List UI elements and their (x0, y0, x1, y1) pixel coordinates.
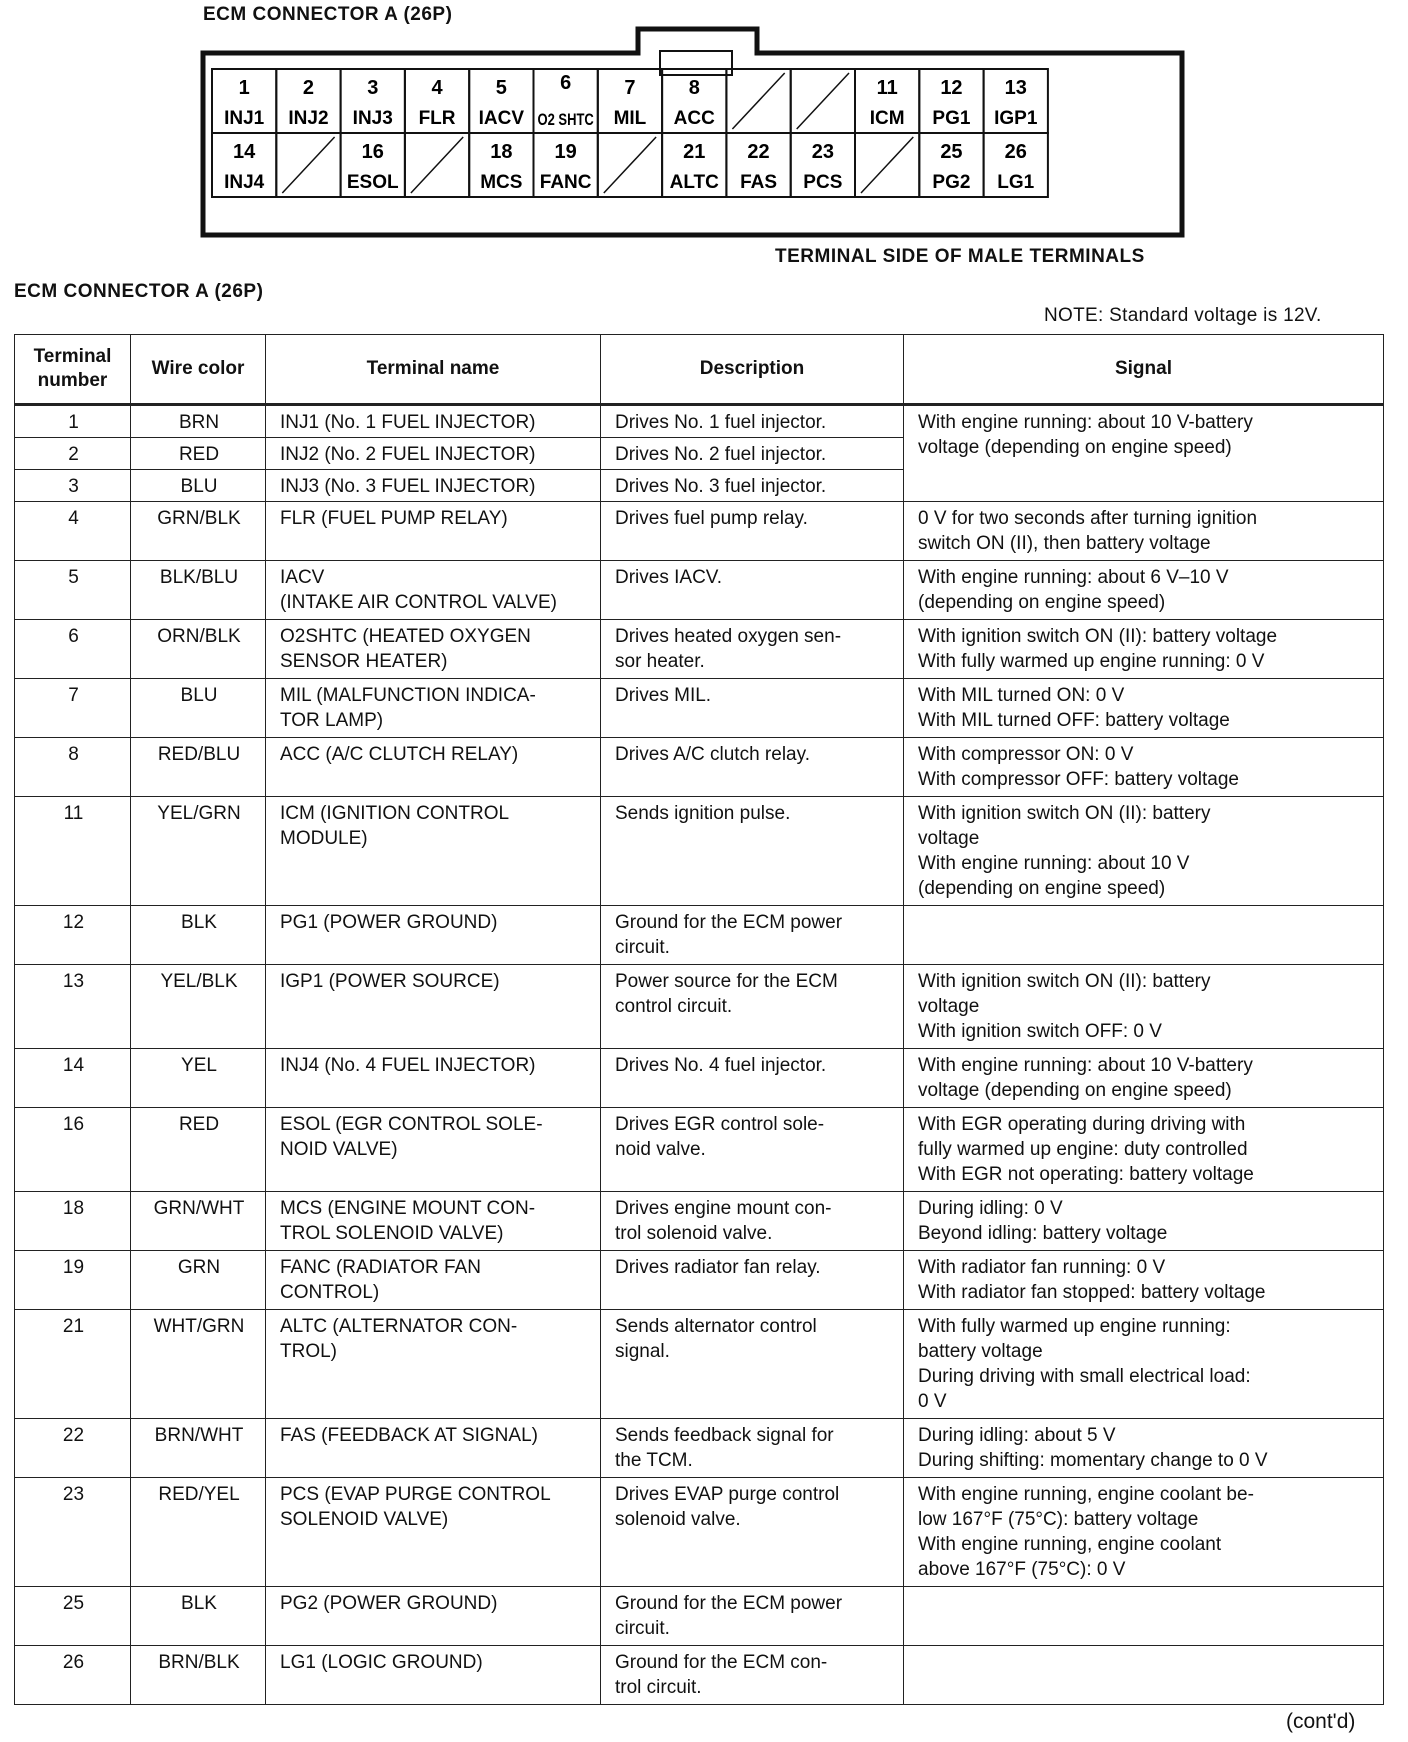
signal-cell (904, 965, 1384, 1049)
description-cell-line: Ground for the ECM power (615, 1593, 843, 1614)
table-row (15, 1049, 1384, 1108)
signal-cell-line: 0 V (918, 1391, 947, 1412)
table-row (15, 620, 1384, 679)
terminal-number-cell: 11 (15, 797, 131, 906)
signal-cell (904, 1049, 1384, 1108)
signal-cell-line: During driving with small electrical load: (918, 1366, 1251, 1387)
header-terminal-name: Terminal name (266, 335, 601, 405)
terminal-name-cell (266, 1310, 601, 1419)
description-cell-line: Ground for the ECM con- (615, 1652, 828, 1673)
unused-pin-slash (411, 137, 463, 193)
signal-cell-line: With fully warmed up engine running: (918, 1316, 1231, 1337)
pin-label: INJ2 (288, 108, 329, 129)
description-cell (601, 1419, 904, 1478)
signal-cell (904, 620, 1384, 679)
description-cell-line: Drives heated oxygen sen- (615, 626, 842, 647)
terminal-name-cell (266, 797, 601, 906)
description-cell (601, 679, 904, 738)
description-cell (601, 1587, 904, 1646)
terminal-name-cell-line: INJ4 (No. 4 FUEL INJECTOR) (280, 1055, 536, 1076)
signal-cell-line: voltage (depending on engine speed) (918, 437, 1232, 458)
pin-label: LG1 (997, 172, 1035, 193)
description-cell (601, 1192, 904, 1251)
signal-cell-line: With radiator fan stopped: battery voltage (918, 1282, 1266, 1303)
description-cell (601, 438, 904, 470)
wire-color-cell: WHT/GRN (131, 1310, 266, 1419)
description-cell (601, 1646, 904, 1705)
description-cell-line: control circuit. (615, 996, 733, 1017)
terminal-number-cell: 8 (15, 738, 131, 797)
unused-pin-slash (797, 73, 849, 129)
signal-cell-line: With engine running: about 10 V-battery (918, 412, 1253, 433)
table-row (15, 502, 1384, 561)
terminal-number-cell: 16 (15, 1108, 131, 1192)
signal-cell (904, 906, 1384, 965)
terminal-number-cell: 25 (15, 1587, 131, 1646)
terminal-number-cell: 12 (15, 906, 131, 965)
terminal-name-cell-line: O2SHTC (HEATED OXYGEN (280, 626, 531, 647)
terminal-name-cell (266, 965, 601, 1049)
pin-number: 23 (811, 141, 834, 163)
description-cell (601, 561, 904, 620)
terminal-number-cell: 13 (15, 965, 131, 1049)
wire-color-cell: RED (131, 1108, 266, 1192)
terminal-number-cell: 5 (15, 561, 131, 620)
wire-color-cell: GRN/WHT (131, 1192, 266, 1251)
signal-cell-line: With compressor OFF: battery voltage (918, 769, 1239, 790)
table-row (15, 1646, 1384, 1705)
terminal-number-cell: 22 (15, 1419, 131, 1478)
signal-cell (904, 1310, 1384, 1419)
pin-number: 25 (940, 141, 963, 163)
terminal-name-cell-line: ESOL (EGR CONTROL SOLE- (280, 1114, 543, 1135)
pin-label: MIL (613, 108, 647, 129)
table-row (15, 1192, 1384, 1251)
pin-label: ACC (673, 108, 715, 129)
pin-number: 22 (747, 141, 770, 163)
terminal-number-cell: 6 (15, 620, 131, 679)
connector-key-slot (660, 51, 732, 75)
terminal-name-cell-line: FANC (RADIATOR FAN (280, 1257, 481, 1278)
description-cell-line: sor heater. (615, 651, 705, 672)
terminal-number-cell: 3 (15, 470, 131, 502)
terminal-name-cell (266, 561, 601, 620)
wire-color-cell: RED/YEL (131, 1478, 266, 1587)
terminal-name-cell (266, 1646, 601, 1705)
wire-color-cell: YEL (131, 1049, 266, 1108)
terminal-name-cell (266, 438, 601, 470)
pin-label: INJ1 (224, 108, 265, 129)
terminal-name-cell (266, 1478, 601, 1587)
signal-cell-line: switch ON (II), then battery voltage (918, 533, 1211, 554)
table-row (15, 1310, 1384, 1419)
signal-cell-line: With radiator fan running: 0 V (918, 1257, 1166, 1278)
signal-cell (904, 1251, 1384, 1310)
description-cell-line: trol circuit. (615, 1677, 702, 1698)
terminal-name-cell (266, 470, 601, 502)
terminal-name-cell (266, 502, 601, 561)
description-cell (601, 797, 904, 906)
description-cell (601, 1108, 904, 1192)
description-cell-line: Sends ignition pulse. (615, 803, 791, 824)
pin-label: PCS (803, 172, 843, 193)
unused-pin-slash (732, 73, 784, 129)
signal-cell-line: With MIL turned OFF: battery voltage (918, 710, 1230, 731)
wire-color-cell: GRN/BLK (131, 502, 266, 561)
description-cell-line: circuit. (615, 1618, 670, 1639)
terminal-name-cell-line: MIL (MALFUNCTION INDICA- (280, 685, 536, 706)
wire-color-cell: BLK (131, 1587, 266, 1646)
description-cell-line: Power source for the ECM (615, 971, 838, 992)
terminal-name-cell-line: ALTC (ALTERNATOR CON- (280, 1316, 518, 1337)
connector-diagram-title: ECM CONNECTOR A (26P) (203, 4, 453, 25)
terminal-name-cell (266, 620, 601, 679)
signal-cell-line: With EGR operating during driving with (918, 1114, 1246, 1135)
header-signal: Signal (904, 335, 1384, 405)
wire-color-cell: GRN (131, 1251, 266, 1310)
terminal-name-cell-line: SOLENOID VALVE) (280, 1509, 449, 1530)
signal-cell-line: During shifting: momentary change to 0 V (918, 1450, 1268, 1471)
description-cell (601, 1310, 904, 1419)
connector-caption: TERMINAL SIDE OF MALE TERMINALS (775, 246, 1145, 267)
signal-cell-line: With ignition switch ON (II): battery voltage (918, 626, 1278, 647)
unused-pin-slash (861, 137, 913, 193)
signal-cell (904, 1646, 1384, 1705)
description-cell-line: Drives EVAP purge control (615, 1484, 840, 1505)
header-description: Description (601, 335, 904, 405)
pin-number: 16 (361, 141, 384, 163)
table-row (15, 965, 1384, 1049)
pin-number: 12 (940, 77, 963, 99)
header-terminal-number: Terminal number (15, 335, 131, 405)
wire-color-cell: BRN/WHT (131, 1419, 266, 1478)
signal-cell-line: With engine running: about 10 V-battery (918, 1055, 1253, 1076)
terminal-name-cell-line: PG2 (POWER GROUND) (280, 1593, 498, 1614)
connector-diagram (200, 26, 1190, 241)
signal-cell (904, 1108, 1384, 1192)
description-cell-line: Drives engine mount con- (615, 1198, 832, 1219)
terminal-number-cell: 4 (15, 502, 131, 561)
terminal-name-cell (266, 679, 601, 738)
standard-voltage-note: NOTE: Standard voltage is 12V. (1044, 305, 1322, 326)
terminal-name-cell-line: IGP1 (POWER SOURCE) (280, 971, 500, 992)
table-title: ECM CONNECTOR A (26P) (14, 281, 264, 302)
wire-color-cell: RED/BLU (131, 738, 266, 797)
terminal-name-cell-line: INJ1 (No. 1 FUEL INJECTOR) (280, 412, 536, 433)
terminal-number-cell: 26 (15, 1646, 131, 1705)
signal-cell-line: Beyond idling: battery voltage (918, 1223, 1168, 1244)
description-cell (601, 738, 904, 797)
pin-number: 6 (560, 72, 572, 94)
pin-number: 18 (490, 141, 513, 163)
signal-cell-line: low 167°F (75°C): battery voltage (918, 1509, 1199, 1530)
terminal-name-cell-line: NOID VALVE) (280, 1139, 398, 1160)
pin-number: 26 (1004, 141, 1027, 163)
wire-color-cell: BLU (131, 470, 266, 502)
signal-cell (904, 679, 1384, 738)
description-cell (601, 502, 904, 561)
pin-number: 5 (495, 77, 507, 99)
terminal-name-cell-line: INJ3 (No. 3 FUEL INJECTOR) (280, 476, 536, 497)
wire-color-cell: BRN (131, 405, 266, 438)
pin-number: 2 (302, 77, 315, 99)
signal-cell-line: With engine running, engine coolant be- (918, 1484, 1254, 1505)
pin-label: O2 SHTC (537, 110, 594, 129)
connector-pin-grid (212, 69, 1048, 197)
pin-number: 13 (1004, 77, 1027, 99)
terminal-name-cell-line: PCS (EVAP PURGE CONTROL (280, 1484, 551, 1505)
description-cell-line: Drives No. 1 fuel injector. (615, 412, 827, 433)
description-cell (601, 1251, 904, 1310)
unused-pin-slash (604, 137, 656, 193)
pin-label: FANC (539, 172, 592, 193)
terminal-number-cell: 7 (15, 679, 131, 738)
terminal-number-cell: 1 (15, 405, 131, 438)
wire-color-cell: BLU (131, 679, 266, 738)
terminal-number-cell: 14 (15, 1049, 131, 1108)
signal-cell (904, 738, 1384, 797)
table-row (15, 405, 1384, 438)
signal-cell-line: With compressor ON: 0 V (918, 744, 1134, 765)
pin-number: 4 (431, 77, 443, 99)
pin-label: PG1 (932, 108, 971, 129)
signal-cell-line: With ignition switch OFF: 0 V (918, 1021, 1162, 1042)
terminal-name-cell-line: PG1 (POWER GROUND) (280, 912, 498, 933)
terminal-name-cell-line: TOR LAMP) (280, 710, 384, 731)
signal-cell-line: With engine running: about 10 V (918, 853, 1190, 874)
wire-color-cell: BLK (131, 906, 266, 965)
signal-cell-line: With MIL turned ON: 0 V (918, 685, 1125, 706)
table-header-row (15, 335, 1384, 405)
signal-cell-line: During idling: about 5 V (918, 1425, 1116, 1446)
table-row (15, 797, 1384, 906)
pin-label: FAS (740, 172, 778, 193)
table-row (15, 1587, 1384, 1646)
description-cell (601, 965, 904, 1049)
pin-number: 19 (554, 141, 577, 163)
description-cell-line: Drives No. 3 fuel injector. (615, 476, 827, 497)
signal-cell (904, 405, 1384, 502)
description-cell-line: Drives A/C clutch relay. (615, 744, 810, 765)
wire-color-cell: BRN/BLK (131, 1646, 266, 1705)
description-cell-line: solenoid valve. (615, 1509, 741, 1530)
terminal-name-cell (266, 1049, 601, 1108)
description-cell-line: Drives EGR control sole- (615, 1114, 825, 1135)
continued-label: (cont'd) (1286, 1710, 1356, 1733)
terminal-name-cell-line: MCS (ENGINE MOUNT CON- (280, 1198, 536, 1219)
signal-cell (904, 1192, 1384, 1251)
pin-label: MCS (480, 172, 523, 193)
signal-cell-line: With EGR not operating: battery voltage (918, 1164, 1254, 1185)
terminal-name-cell (266, 906, 601, 965)
terminal-number-cell: 23 (15, 1478, 131, 1587)
terminal-name-cell-line: FLR (FUEL PUMP RELAY) (280, 508, 508, 529)
terminal-name-cell-line: CONTROL) (280, 1282, 380, 1303)
pin-label: INJ4 (224, 172, 265, 193)
table-row (15, 679, 1384, 738)
description-cell-line: trol solenoid valve. (615, 1223, 773, 1244)
terminal-name-cell (266, 405, 601, 438)
terminal-name-cell-line: ACC (A/C CLUTCH RELAY) (280, 744, 519, 765)
terminal-number-cell: 19 (15, 1251, 131, 1310)
signal-cell-line: With ignition switch ON (II): battery (918, 971, 1211, 992)
terminal-name-cell-line: IACV (280, 567, 325, 588)
pin-label: ALTC (669, 172, 719, 193)
pin-label: IACV (478, 108, 525, 129)
description-cell-line: Drives MIL. (615, 685, 712, 706)
description-cell-line: Drives radiator fan relay. (615, 1257, 821, 1278)
signal-cell (904, 561, 1384, 620)
terminal-name-cell (266, 738, 601, 797)
terminal-name-cell (266, 1108, 601, 1192)
pin-label: INJ3 (352, 108, 393, 129)
description-cell-line: Drives IACV. (615, 567, 722, 588)
signal-cell (904, 502, 1384, 561)
signal-cell-line: 0 V for two seconds after turning ignition (918, 508, 1258, 529)
table-row (15, 738, 1384, 797)
pin-number: 1 (238, 77, 250, 99)
terminal-name-cell (266, 1587, 601, 1646)
terminal-number-cell: 18 (15, 1192, 131, 1251)
terminal-name-cell-line: TROL SOLENOID VALVE) (280, 1223, 504, 1244)
wire-color-cell: ORN/BLK (131, 620, 266, 679)
pin-label: ESOL (346, 172, 399, 193)
signal-cell-line: With ignition switch ON (II): battery (918, 803, 1211, 824)
signal-cell (904, 1478, 1384, 1587)
signal-cell-line: (depending on engine speed) (918, 592, 1166, 613)
unused-pin-slash (282, 137, 334, 193)
signal-cell (904, 1587, 1384, 1646)
description-cell-line: noid valve. (615, 1139, 706, 1160)
terminal-name-cell-line: INJ2 (No. 2 FUEL INJECTOR) (280, 444, 536, 465)
table-row (15, 1478, 1384, 1587)
terminal-name-cell (266, 1251, 601, 1310)
pin-number: 14 (233, 141, 256, 163)
terminal-number-cell: 2 (15, 438, 131, 470)
pin-number: 21 (683, 141, 706, 163)
table-row (15, 906, 1384, 965)
signal-cell (904, 797, 1384, 906)
table-row (15, 1251, 1384, 1310)
terminal-name-cell-line: SENSOR HEATER) (280, 651, 448, 672)
description-cell-line: circuit. (615, 937, 670, 958)
wire-color-cell: YEL/BLK (131, 965, 266, 1049)
description-cell (601, 620, 904, 679)
description-cell-line: Drives No. 2 fuel injector. (615, 444, 827, 465)
description-cell-line: Sends feedback signal for (615, 1425, 834, 1446)
pin-number: 11 (876, 77, 898, 99)
terminal-number-cell: 21 (15, 1310, 131, 1419)
terminal-name-cell (266, 1192, 601, 1251)
table-row (15, 1108, 1384, 1192)
wire-color-cell: RED (131, 438, 266, 470)
signal-cell-line: fully warmed up engine: duty controlled (918, 1139, 1248, 1160)
pin-number: 3 (367, 77, 379, 99)
description-cell-line: signal. (615, 1341, 670, 1362)
description-cell (601, 1478, 904, 1587)
pin-label: FLR (418, 108, 456, 129)
signal-cell (904, 1419, 1384, 1478)
description-cell (601, 405, 904, 438)
signal-cell-line: voltage (depending on engine speed) (918, 1080, 1232, 1101)
signal-cell-line: voltage (918, 828, 980, 849)
pin-label: PG2 (932, 172, 971, 193)
terminal-name-cell-line: TROL) (280, 1341, 337, 1362)
description-cell-line: the TCM. (615, 1450, 693, 1471)
signal-cell-line: With engine running: about 6 V‒10 V (918, 567, 1229, 588)
description-cell (601, 906, 904, 965)
wire-color-cell: BLK/BLU (131, 561, 266, 620)
description-cell-line: Sends alternator control (615, 1316, 817, 1337)
terminal-table (14, 334, 1384, 1705)
terminal-name-cell (266, 1419, 601, 1478)
terminal-name-cell-line: (INTAKE AIR CONTROL VALVE) (280, 592, 557, 613)
signal-cell-line: With engine running, engine coolant (918, 1534, 1222, 1555)
description-cell-line: Ground for the ECM power (615, 912, 843, 933)
description-cell-line: Drives fuel pump relay. (615, 508, 808, 529)
pin-number: 8 (688, 77, 700, 99)
terminal-name-cell-line: MODULE) (280, 828, 368, 849)
terminal-name-cell-line: ICM (IGNITION CONTROL (280, 803, 510, 824)
description-cell (601, 470, 904, 502)
wire-color-cell: YEL/GRN (131, 797, 266, 906)
signal-cell-line: During idling: 0 V (918, 1198, 1063, 1219)
pin-label: ICM (869, 108, 905, 129)
description-cell (601, 1049, 904, 1108)
signal-cell-line: battery voltage (918, 1341, 1043, 1362)
signal-cell-line: With fully warmed up engine running: 0 V (918, 651, 1265, 672)
pin-number: 7 (624, 77, 636, 99)
description-cell-line: Drives No. 4 fuel injector. (615, 1055, 827, 1076)
terminal-name-cell-line: FAS (FEEDBACK AT SIGNAL) (280, 1425, 538, 1446)
pin-label: IGP1 (994, 108, 1038, 129)
table-row (15, 1419, 1384, 1478)
header-wire-color: Wire color (131, 335, 266, 405)
signal-cell-line: voltage (918, 996, 980, 1017)
terminal-name-cell-line: LG1 (LOGIC GROUND) (280, 1652, 483, 1673)
table-row (15, 561, 1384, 620)
signal-cell-line: (depending on engine speed) (918, 878, 1166, 899)
signal-cell-line: above 167°F (75°C): 0 V (918, 1559, 1126, 1580)
